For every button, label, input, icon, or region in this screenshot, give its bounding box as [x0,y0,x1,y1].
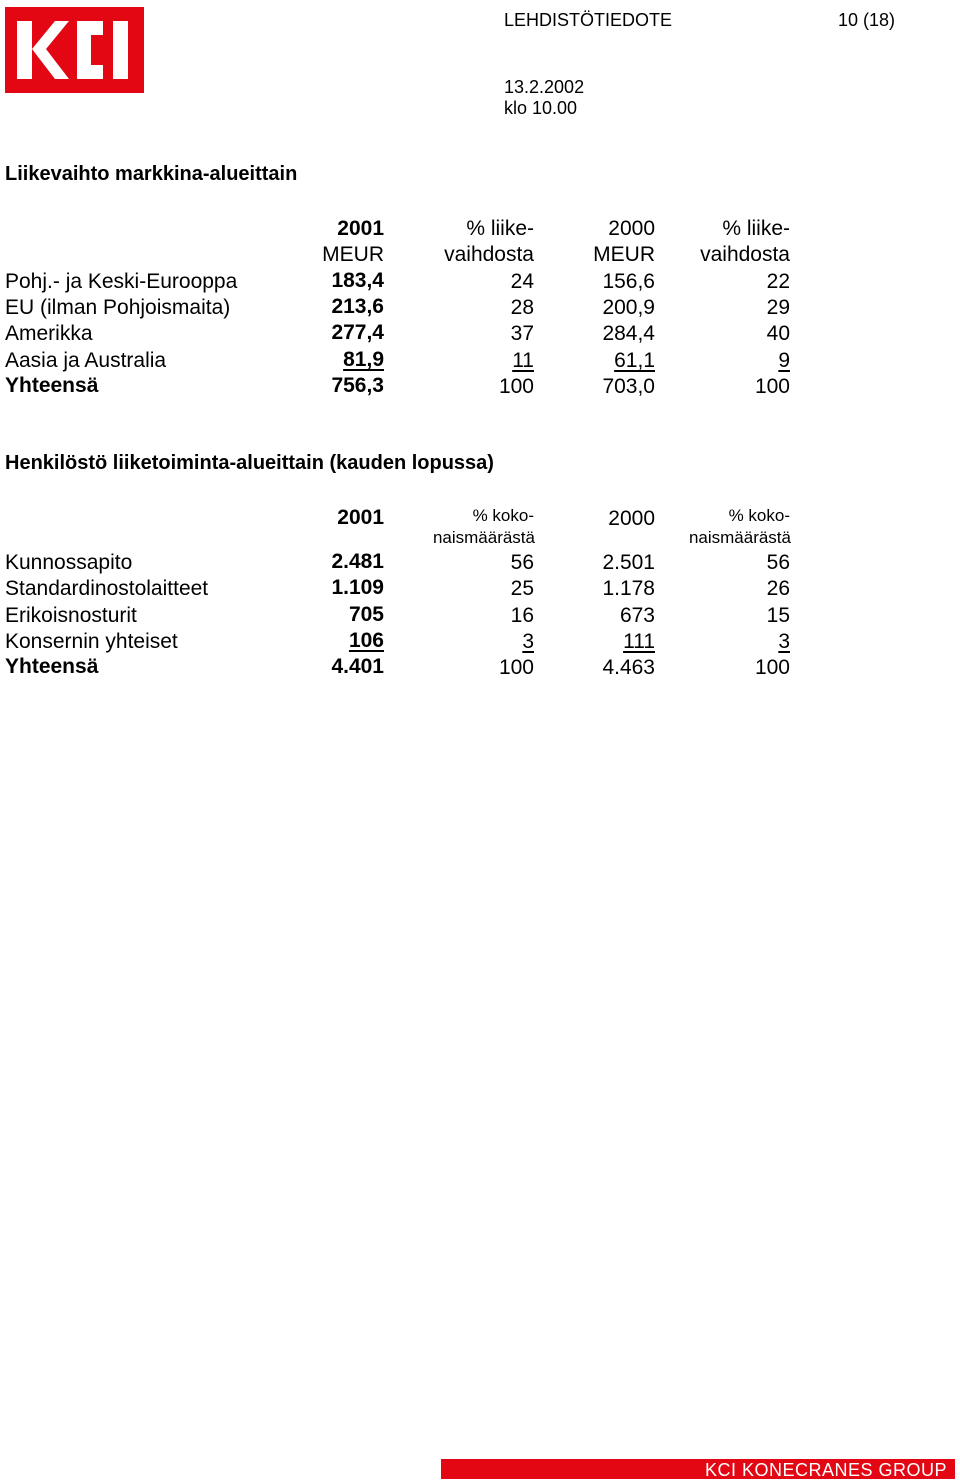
col-header-2000-unit: MEUR [593,243,655,266]
row-label: Kunnossapito [5,551,133,574]
cell-p2000-total: 100 [754,375,790,398]
col-header-2001: 2001 [337,217,384,240]
cell-p2001: 28 [510,296,534,319]
page-number: 10 (18) [838,10,896,30]
cell-v2001-value: 81,9 [343,348,384,371]
footer-band [441,1459,955,1479]
row-label-total: Yhteensä [5,374,99,397]
cell-v2000: 2.501 [602,551,655,574]
cell-p2001: 56 [510,551,534,574]
cell-p2001: 24 [510,270,534,293]
personnel-section-title: Henkilöstö liiketoiminta-alueittain (kauden lopussa) [5,452,494,474]
col-header-2000: 2000 [608,217,655,240]
cell-v2000-total: 4.463 [602,656,655,679]
cell-p2000: 15 [766,604,790,627]
cell-v2001 [284,629,384,653]
document-type: LEHDISTÖTIEDOTE [504,10,673,30]
row-label-total: Yhteensä [5,655,99,678]
cell-v2001-total: 4.401 [331,655,384,678]
col-header-2001-unit: MEUR [322,243,384,266]
cell-v2000: 673 [619,604,655,627]
cell-v2001 [284,348,384,372]
col-header-share-2000: % liike- [722,217,790,240]
kci-logo [5,7,144,93]
cell-p2001: 25 [510,577,534,600]
row-label: EU (ilman Pohjoismaita) [5,296,231,319]
cell-v2000-value: 111 [623,630,655,653]
cell-v2001: 1.109 [331,576,384,599]
col-header-2000: 2000 [608,507,655,530]
row-label: Erikoisnosturit [5,604,137,627]
cell-p2000: 22 [766,270,790,293]
col-header-share-2000-l2: vaihdosta [700,243,790,266]
cell-v2000-value: 61,1 [614,349,655,372]
col-header-share-2000: % koko- [728,506,790,525]
kci-logo-mark [5,7,144,93]
cell-p2001-total: 100 [498,656,534,679]
row-label: Pohj.- ja Keski-Eurooppa [5,270,238,293]
cell-v2000: 1.178 [602,577,655,600]
row-label: Aasia ja Australia [5,349,167,372]
release-date: 13.2.2002 [504,77,585,97]
cell-p2001-total: 100 [498,375,534,398]
revenue-section-title: Liikevaihto markkina-alueittain [5,163,298,185]
col-header-2001: 2001 [337,506,384,529]
col-header-share-2001-l2: vaihdosta [444,243,534,266]
cell-p2001 [404,630,534,654]
row-label: Standardinostolaitteet [5,577,209,600]
cell-p2000: 40 [766,322,790,345]
cell-p2000: 26 [766,577,790,600]
cell-v2001: 213,6 [331,295,384,318]
cell-v2000: 284,4 [602,322,655,345]
cell-v2001: 277,4 [331,321,384,344]
row-label: Amerikka [5,322,93,345]
cell-p2001: 37 [510,322,534,345]
cell-v2001-total: 756,3 [331,374,384,397]
cell-v2000 [555,349,655,373]
col-header-share-2001: % koko- [472,506,534,525]
cell-v2001: 2.481 [331,550,384,573]
cell-p2001: 16 [510,604,534,627]
cell-p2000-value: 3 [778,630,790,653]
cell-v2000 [555,630,655,654]
footer-company-name: KCI KONECRANES GROUP [704,1460,947,1480]
cell-v2000-total: 703,0 [602,375,655,398]
cell-p2001 [404,349,534,373]
cell-p2000: 56 [766,551,790,574]
cell-v2001-value: 106 [348,629,384,652]
cell-p2000 [660,630,790,654]
cell-v2001: 183,4 [331,269,384,292]
cell-p2000: 29 [766,296,790,319]
row-label: Konsernin yhteiset [5,630,178,653]
cell-p2000-value: 9 [778,349,790,372]
cell-v2000: 156,6 [602,270,655,293]
cell-v2000: 200,9 [602,296,655,319]
col-header-share-2001-l2: naismäärästä [432,528,535,547]
cell-v2001: 705 [348,603,384,626]
release-time: klo 10.00 [504,98,578,118]
cell-p2001-value: 11 [512,349,534,372]
col-header-share-2000-l2: naismäärästä [688,528,791,547]
cell-p2001-value: 3 [522,630,534,653]
cell-p2000-total: 100 [754,656,790,679]
cell-p2000 [660,349,790,373]
col-header-share-2001: % liike- [466,217,534,240]
